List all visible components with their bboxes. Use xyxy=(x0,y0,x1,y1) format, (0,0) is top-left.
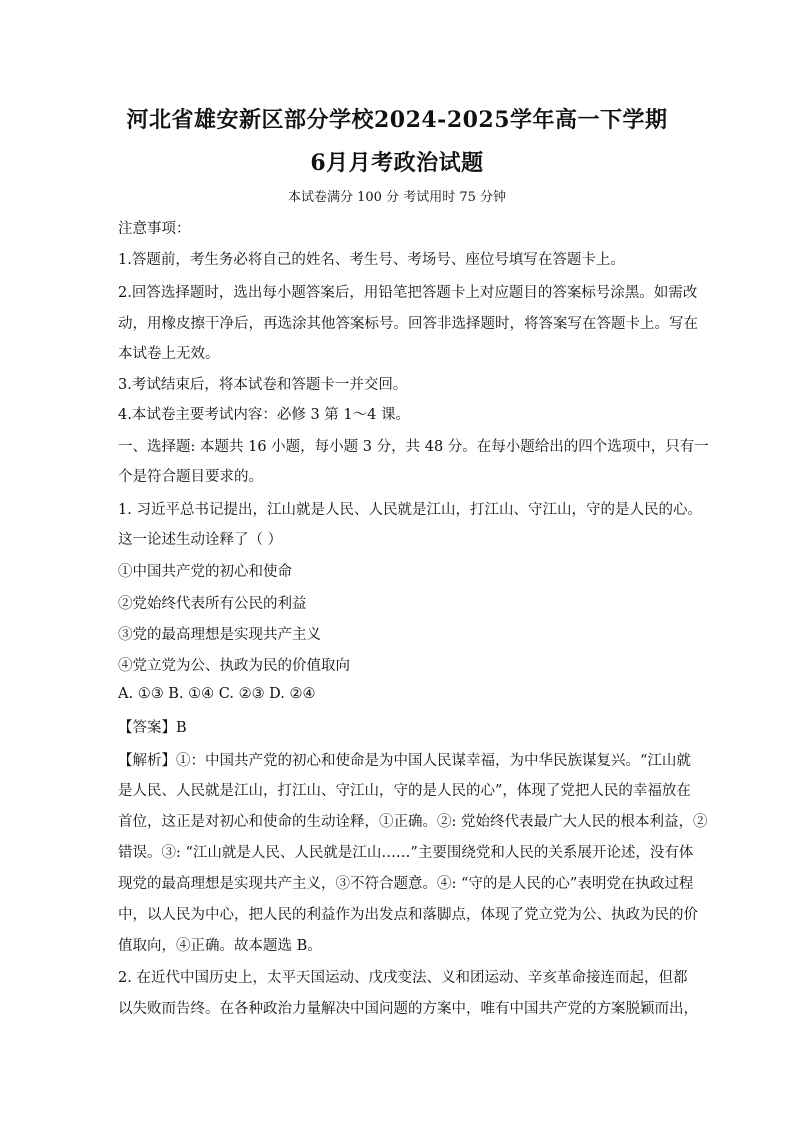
q1-option-1: ①中国共产党的初心和使命 xyxy=(118,564,292,580)
q1-explanation-line5: 现党的最高理想是实现共产主义，③不符合题意。④: “守的是人民的心”表明党在执政过程 xyxy=(118,876,694,892)
note-2-line1: 2.回答选择题时，选出每小题答案后，用铅笔把答题卡上对应题目的答案标号涂黑。如需改 xyxy=(118,285,698,301)
q1-explanation-line2: 是人民、人民就是江山，打江山、守江山，守的是人民的心”，体现了党把人民的幸福放在 xyxy=(118,783,691,799)
note-4: 4.本试卷主要考试内容：必修 3 第 1～4 课。 xyxy=(118,407,410,423)
q1-choices: A. ①③ B. ①④ C. ②③ D. ②④ xyxy=(118,686,316,702)
note-1: 1.答题前，考生务必将自己的姓名、考生号、考场号、座位号填写在答题卡上。 xyxy=(118,252,625,268)
note-2-line3: 本试卷上无效。 xyxy=(118,346,220,362)
q1-explanation-line6: 中，以人民为中心，把人民的利益作为出发点和落脚点，体现了党立党为公、执政为民的价 xyxy=(118,907,698,923)
note-3: 3.考试结束后，将本试卷和答题卡一并交回。 xyxy=(118,377,408,393)
q2-stem-line1: 2. 在近代中国历史上，太平天国运动、戊戌变法、义和团运动、辛亥革命接连而起，但都 xyxy=(118,970,688,986)
q1-explanation-line3: 首位，这正是对初心和使命的生动诠释，①正确。②: 党始终代表最广大人民的根本利益，② xyxy=(118,814,708,830)
q1-option-2: ②党始终代表所有公民的利益 xyxy=(118,596,307,612)
document-title-line1: 河北省雄安新区部分学校2024-2025学年高一下学期 xyxy=(126,107,668,133)
note-2-line2: 动，用橡皮擦干净后，再选涂其他答案标号。回答非选择题时，将答案写在答题卡上。写在 xyxy=(118,316,698,332)
q1-explanation-line4: 错误。③: “江山就是人民、人民就是江山……”主要围绕党和人民的关系展开论述，没有体 xyxy=(118,845,694,861)
document-title-line2: 6月月考政治试题 xyxy=(310,150,484,176)
q1-explanation-line7: 值取向，④正确。故本题选 B。 xyxy=(118,938,322,954)
q1-answer: 【答案】B xyxy=(118,720,187,736)
section-intro-line2: 个是符合题目要求的。 xyxy=(118,469,263,485)
q1-explanation-line1: 【解析】①：中国共产党的初心和使命是为中国人民谋幸福，为中华民族谋复兴。“江山就 xyxy=(118,753,691,769)
q1-option-4: ④党立党为公、执政为民的价值取向 xyxy=(118,658,350,674)
q1-stem-line1: 1. 习近平总书记提出，江山就是人民、人民就是江山，打江山、守江山，守的是人民的心。 xyxy=(118,502,702,518)
q2-stem-line2: 以失败而告终。在各种政治力量解决中国问题的方案中，唯有中国共产党的方案脱颖而出， xyxy=(118,1001,698,1017)
q1-stem-line2: 这一论述生动诠释了（ ） xyxy=(118,532,283,548)
section-intro-line1: 一、选择题: 本题共 16 小题，每小题 3 分，共 48 分。在每小题给出的四个选项中，只有一 xyxy=(118,439,709,455)
exam-info: 本试卷满分 100 分 考试用时 75 分钟 xyxy=(287,190,507,205)
q1-option-3: ③党的最高理想是实现共产主义 xyxy=(118,627,321,643)
notes-heading: 注意事项： xyxy=(118,221,191,237)
